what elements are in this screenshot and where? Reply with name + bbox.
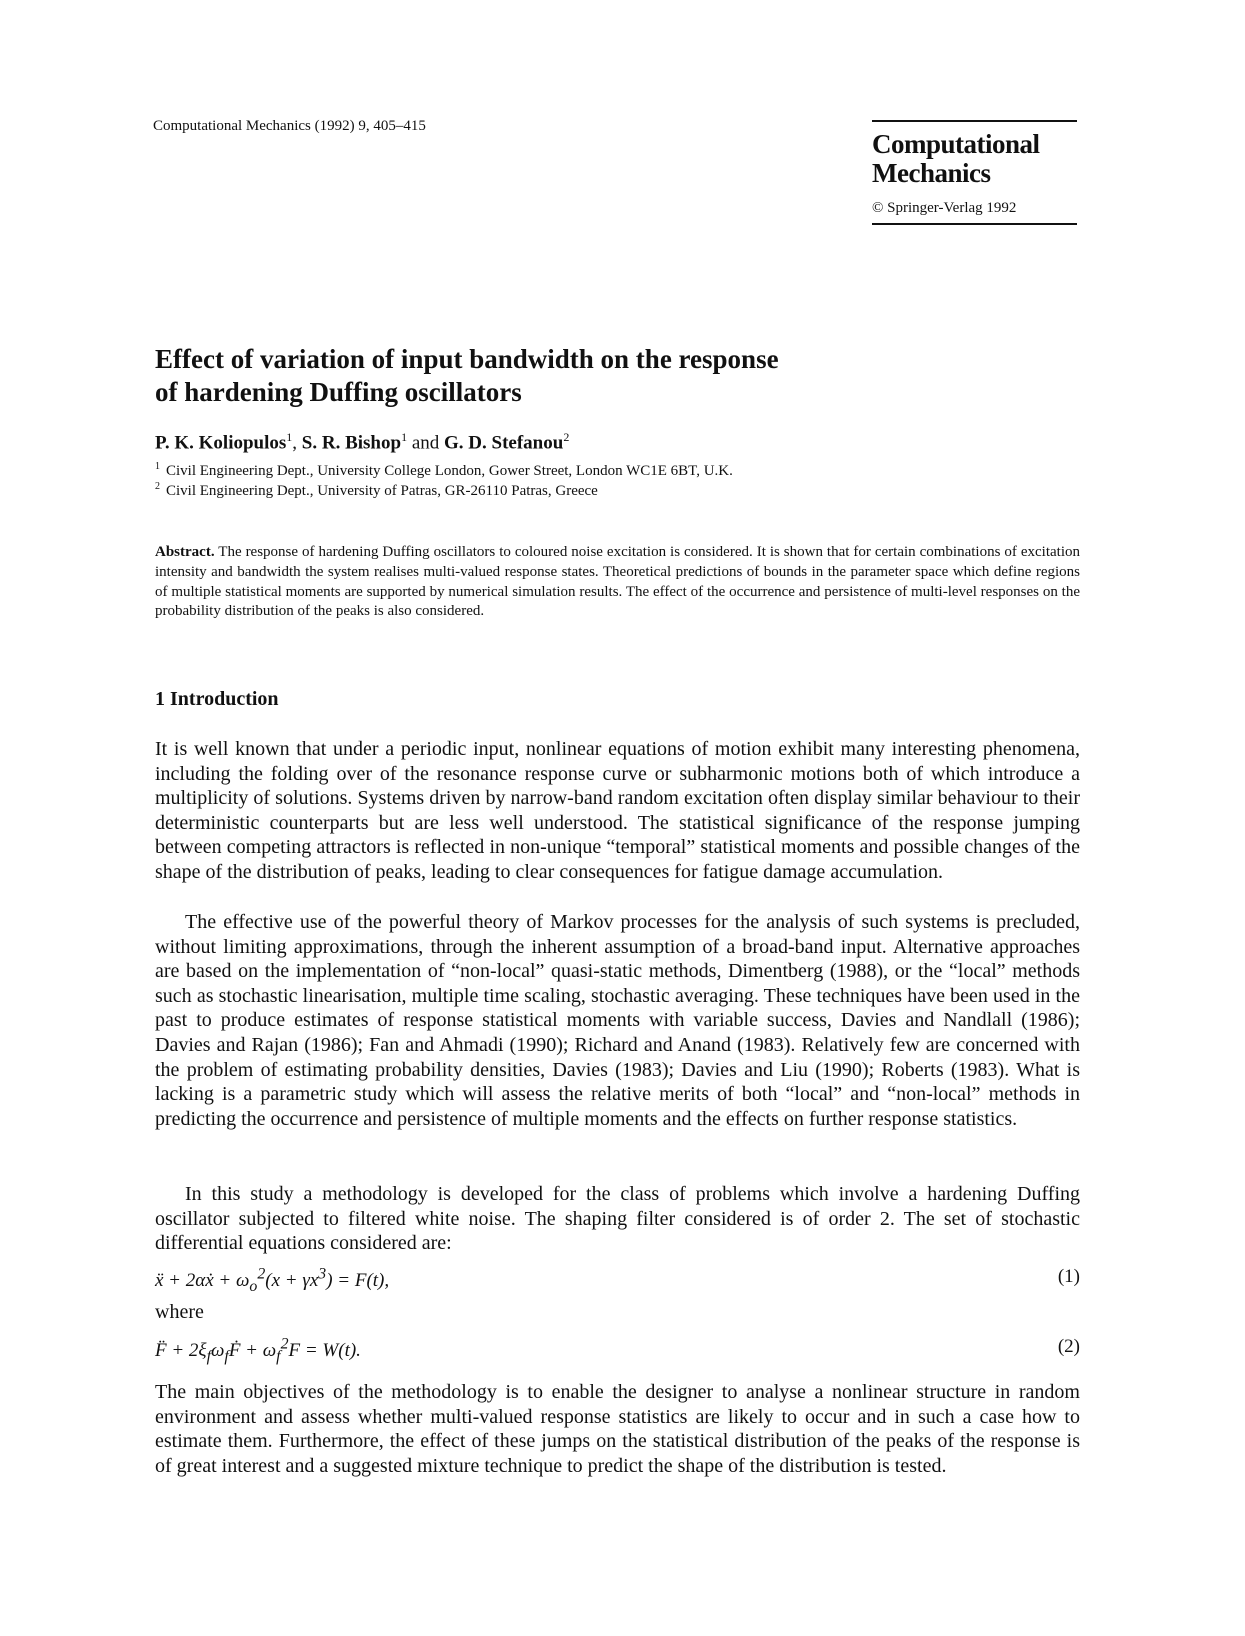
equation-2-formula: F̈ + $2\xi_f\omega_fḞ + \omega_f^2F = W(t)$. xyxy=(155,1336,361,1366)
title-line-1: Effect of variation of input bandwidth on the response xyxy=(155,344,779,374)
intro-paragraph-3: In this study a methodology is developed for the class of problems which involve a hardening Duffing oscillator subjected to filtered white noise. The shaping filter considered is of order 2. The set of stochastic differential equations considered are: xyxy=(155,1183,1080,1255)
abstract-text: The response of hardening Duffing oscillators to coloured noise excitation is considered. It is shown that for certain combinations of excitation intensity and bandwidth the system realises multi-valued response states. Theoretical predictions of bounds in the parameter space which define regions of multiple statistical moments are supported by numerical simulation results. The effect of the occurrence and persistence of multi-level responses on the probability distribution of the peaks is also considered. xyxy=(155,544,1080,620)
author-3: G. D. Stefanou xyxy=(444,432,564,454)
abstract-label: Abstract. xyxy=(155,544,215,560)
author-3-affiliation-mark: 2 xyxy=(563,430,570,444)
affiliation-1-mark: 1 xyxy=(155,461,160,472)
equation-1-number: (1) xyxy=(1057,1266,1080,1287)
author-separator-1: , xyxy=(292,432,302,454)
equation-2-number: (2) xyxy=(1057,1336,1080,1357)
author-2-affiliation-mark: 1 xyxy=(401,430,408,444)
section-heading: 1 Introduction xyxy=(155,688,279,710)
where-text: where xyxy=(155,1301,204,1323)
equation-2 xyxy=(155,1336,1080,1366)
equation-1 xyxy=(155,1266,1080,1296)
abstract xyxy=(155,543,1080,622)
author-1-affiliation-mark: 1 xyxy=(286,430,293,444)
author-2: S. R. Bishop xyxy=(301,432,402,454)
journal-rule-bottom xyxy=(872,223,1077,225)
journal-rule-top xyxy=(872,120,1077,122)
intro-paragraph-1: It is well known that under a periodic input, nonlinear equations of motion exhibit many interesting phenomena, including the folding over of the resonance response curve or subharmonic motions both of which introduce a multiplicity of solutions. Systems driven by narrow-band random excitation often display similar behaviour to their deterministic counterparts but are less well understood. The statistical significance of the response jumping between competing attractors is reflected in non-unique “temporal” statistical moments and possible changes of the shape of the distribution of peaks, leading to clear consequences for fatigue damage accumulation. xyxy=(155,738,1080,883)
affiliation-1 xyxy=(155,461,733,480)
intro-paragraph-2: The effective use of the powerful theory of Markov processes for the analysis of such systems is precluded, without limiting approximations, through the inherent assumption of a broad-band input. Alternative approaches are based on the implementation of “non-local” quasi-static methods, Dimentberg (1988), or the “local” methods such as stochastic linearisation, multiple time scaling, stochastic averaging. These techniques have been used in the past to produce estimates of response statistical moments with variable success, Davies and Nandlall (1986); Davies and Rajan (1986); Fan and Ahmadi (1990); Richard and Anand (1983). Relatively few are concerned with the problem of estimating probability densities, Davies (1983); Davies and Liu (1990); Roberts (1983). What is lacking is a parametric study which will assess the relative merits of both “local” and “non-local” methods in predicting the occurrence and persistence of multiple moments and the effects on further response statistics. xyxy=(155,911,1080,1130)
journal-logo-block xyxy=(872,120,1077,225)
intro-paragraph-4: The main objectives of the methodology is to enable the designer to analyse a nonlinear structure in random environment and assess whether multi-valued response statistics are likely to occur and in such a case how to estimate them. Furthermore, the effect of these jumps on the statistical distribution of the peaks of the response is of great interest and a suggested mixture technique to predict the shape of the distribution is tested. xyxy=(155,1381,1080,1477)
journal-citation: Computational Mechanics (1992) 9, 405–415 xyxy=(153,118,426,134)
affiliation-1-text: Civil Engineering Dept., University College London, Gower Street, London WC1E 6BT, U.K. xyxy=(166,463,733,479)
copyright-notice: © Springer-Verlag 1992 xyxy=(872,200,1017,216)
journal-name-line2: Mechanics xyxy=(872,158,991,188)
equation-1-formula: ẍ + 2αẋ + $\omega_o^2(x + \gamma x^3) = F(t)$, xyxy=(155,1266,390,1296)
paper-title xyxy=(155,343,935,409)
affiliation-2 xyxy=(155,481,598,500)
author-separator-2: and xyxy=(407,432,445,454)
author-1: P. K. Koliopulos xyxy=(155,432,287,454)
author-list xyxy=(155,430,569,454)
affiliation-2-text: Civil Engineering Dept., University of Patras, GR-26110 Patras, Greece xyxy=(166,483,598,499)
title-line-2: of hardening Duffing oscillators xyxy=(155,377,522,407)
journal-name-line1: Computational xyxy=(872,129,1040,159)
affiliation-2-mark: 2 xyxy=(155,481,160,492)
